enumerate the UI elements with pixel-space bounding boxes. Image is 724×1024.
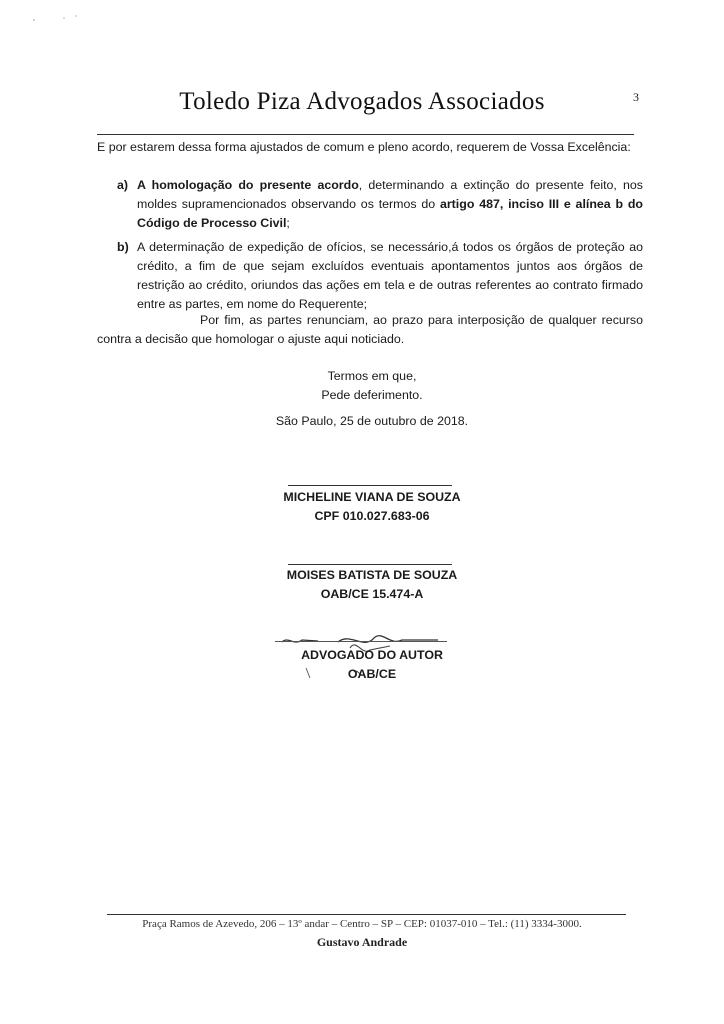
petition-intro: E por estarem dessa forma ajustados de comum e pleno acordo, requerem de Vossa Excelência: — [97, 140, 631, 154]
signature-block-lawyer — [230, 566, 514, 604]
item-body: A determinação de expedição de ofícios, se necessário,á todos os órgãos de proteção ao crédito, a fim de que sejam excluídos eventuais apontamentos juntos aos órgãos de restrição ao crédito, oriundos das ações em tela e de outras referentes ao contrato firmado entre as partes, em nome do Requerente; — [137, 240, 643, 311]
signatory-id: OAB/CE 15.474-A — [320, 587, 424, 601]
signature-line — [288, 564, 452, 565]
footer-address: Praça Ramos de Azevedo, 206 – 13º andar – Centro – SP – CEP: 01037-010 – Tel.: (11) 3334-3000. — [142, 918, 582, 930]
item-text: , determinando a extinção do presente feito, nos moldes supramencionados observando os termos do — [137, 178, 643, 211]
item-marker: b) — [117, 240, 129, 254]
document-date: São Paulo, 25 de outubro de 2018. — [275, 414, 469, 428]
item-marker: a) — [117, 178, 129, 192]
item-text-end: ; — [286, 216, 290, 230]
item-legal-reference: artigo 487, inciso III e alínea b do Código de Processo Civil — [137, 197, 643, 230]
signatory-id: OAB/CE — [347, 667, 397, 681]
signatory-name: MOISES BATISTA DE SOUZA — [286, 568, 458, 582]
closing-formula-line-1: Termos em que, — [327, 369, 417, 383]
closing-paragraph: Por fim, as partes renunciam, ao prazo para interposição de qualquer recurso contra a decisão que homologar o ajuste aqui noticiado. — [97, 313, 643, 346]
request-item-a — [117, 176, 643, 233]
signatory-role: ADVOGADO DO AUTOR — [301, 648, 443, 662]
closing-formula-line-2: Pede deferimento. — [321, 388, 423, 402]
item-bold-lead: A homologação do presente acordo — [137, 178, 359, 192]
header-divider — [97, 134, 634, 135]
footer-divider — [107, 914, 626, 915]
item-body — [137, 176, 643, 233]
signatory-name: MICHELINE VIANA DE SOUZA — [283, 490, 461, 504]
signature-line — [275, 641, 447, 642]
signatory-id: CPF 010.027.683-06 — [314, 509, 430, 523]
closing-formula — [230, 367, 514, 405]
page-number: 3 — [633, 90, 639, 104]
signature-block-author-lawyer — [230, 646, 514, 684]
signature-line — [288, 485, 452, 486]
request-item-b — [117, 238, 643, 314]
scan-specks — [28, 10, 88, 30]
letterhead-title: Toledo Piza Advogados Associados — [179, 88, 545, 115]
signature-block-party — [230, 488, 514, 526]
footer-name: Gustavo Andrade — [316, 935, 408, 949]
